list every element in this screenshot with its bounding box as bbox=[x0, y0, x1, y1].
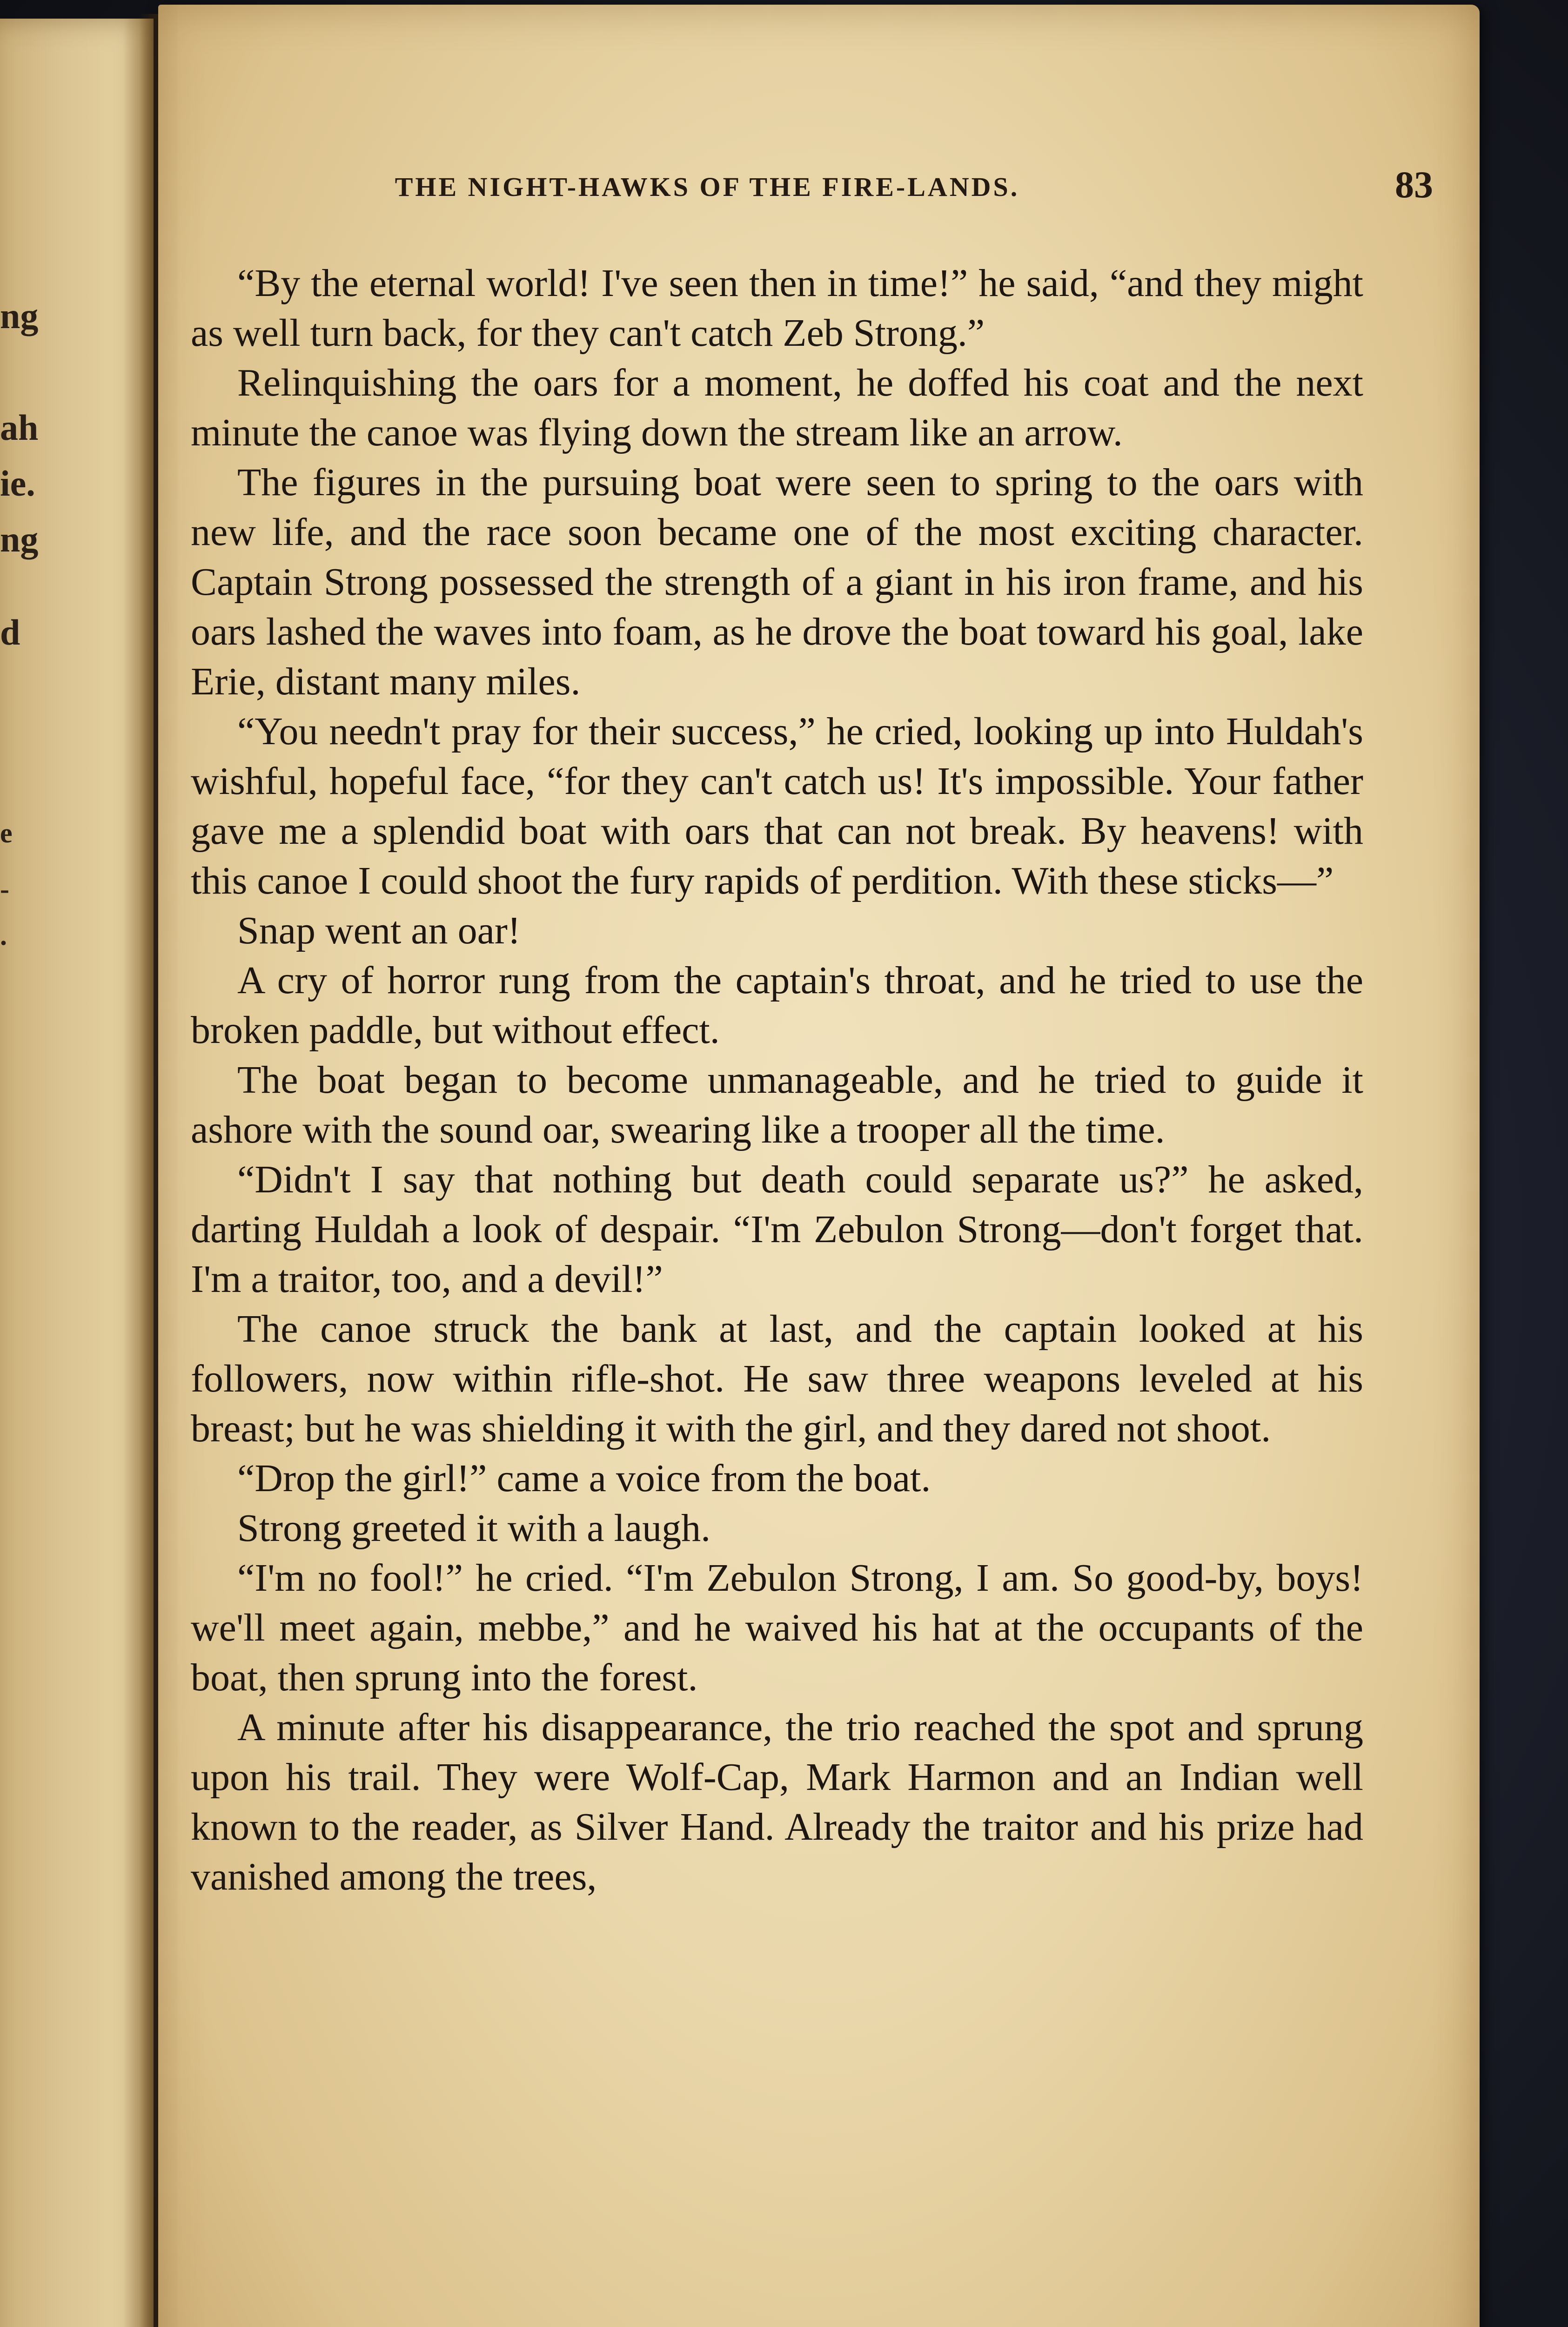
paragraph: The canoe struck the bank at last, and the captain looked at his followers, now within rifle-shot. He saw three weapons leveled at his breast; but he was shielding it with the girl, and they dared not shoot. bbox=[191, 1307, 1363, 1450]
left-page-fragment: ng bbox=[0, 296, 39, 336]
left-page-fragment: d bbox=[0, 612, 20, 652]
paragraph: “I'm no fool!” he cried. “I'm Zebulon Strong, I am. So good-by, boys! we'll meet again, mebbe,” and he waived his hat at the occupants of the boat, then sprung into the forest. bbox=[191, 1556, 1363, 1699]
running-header bbox=[195, 163, 1447, 214]
paragraph: “Drop the girl!” came a voice from the boat. bbox=[237, 1457, 931, 1500]
paragraph: “Didn't I say that nothing but death could separate us?” he asked, darting Huldah a look of despair. “I'm Zebulon Strong—don't forget that. I'm a traitor, too, and a devil!” bbox=[191, 1158, 1363, 1301]
left-page-fragment: ng bbox=[0, 519, 39, 559]
paragraph: Relinquishing the oars for a moment, he doffed his coat and the next minute the canoe was flying down the stream like an arrow. bbox=[191, 361, 1363, 454]
paragraph: The boat began to become unmanageable, and he tried to guide it ashore with the sound oar, swearing like a trooper all the time. bbox=[191, 1058, 1363, 1151]
paragraph: Strong greeted it with a laugh. bbox=[237, 1506, 711, 1550]
left-page-fragment: . bbox=[0, 920, 7, 951]
page-body-text bbox=[191, 258, 1363, 1902]
page-number: 83 bbox=[1395, 163, 1433, 206]
left-page-fragment: ah bbox=[0, 407, 39, 448]
paragraph: A minute after his disappearance, the trio reached the spot and sprung upon his trail. They were Wolf-Cap, Mark Harmon and an Indian well known to the reader, as Silver Hand. Already the traitor and his prize had vanished among the trees, bbox=[191, 1706, 1363, 1898]
paragraph: “You needn't pray for their success,” he cried, looking up into Huldah's wishful, hopeful face, “for they can't catch us! It's impossible. Your father gave me a splendid boat with oars that can not break. By heavens! with this canoe I could shoot the fury rapids of perdition. With these sticks—” bbox=[191, 710, 1363, 902]
left-page-fragment: e bbox=[0, 818, 13, 848]
running-title: THE NIGHT-HAWKS OF THE FIRE-LANDS. bbox=[395, 172, 1020, 202]
previous-page-edge bbox=[0, 19, 154, 2327]
paragraph: “By the eternal world! I've seen then in time!” he said, “and they might as well turn back, for they can't catch Zeb Strong.” bbox=[191, 262, 1363, 355]
paragraph: The figures in the pursuing boat were seen to spring to the oars with new life, and the race soon became one of the most exciting character. Captain Strong possessed the strength of a giant in his iron frame, and his oars lashed the waves into foam, as he drove the boat toward his goal, lake Erie, distant many miles. bbox=[191, 461, 1363, 703]
left-page-fragment: ie. bbox=[0, 463, 35, 504]
paragraph: Snap went an oar! bbox=[237, 909, 521, 952]
left-page-fragment: - bbox=[0, 874, 9, 904]
paragraph: A cry of horror rung from the captain's throat, and he tried to use the broken paddle, but without effect. bbox=[191, 959, 1363, 1052]
